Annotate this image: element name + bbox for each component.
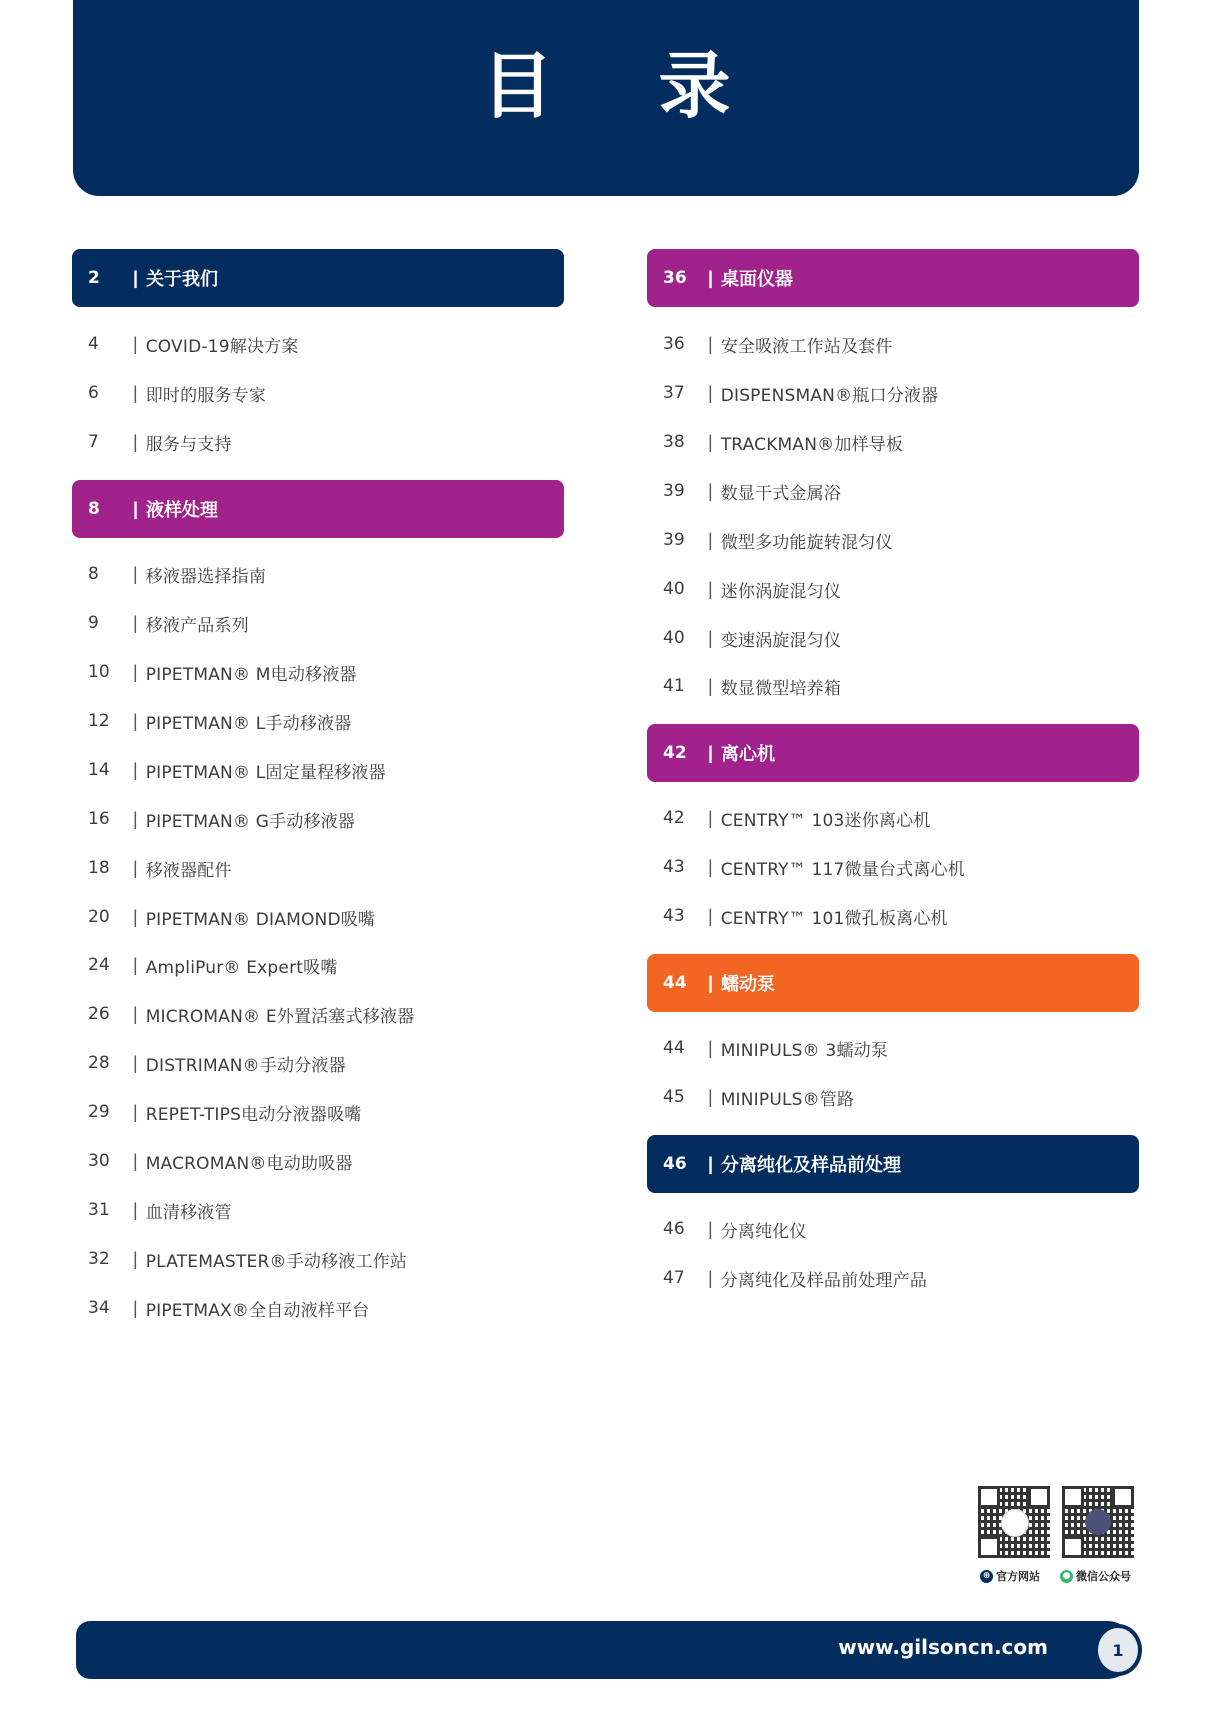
section-title: 离心机 [721, 744, 776, 764]
separator: | [133, 612, 138, 633]
toc-entry[interactable] [647, 1033, 1139, 1063]
page-number: 42 [663, 808, 685, 828]
entry-title: 即时的服务专家 [145, 385, 267, 406]
separator: | [133, 333, 138, 354]
toc-entry[interactable] [72, 706, 564, 736]
toc-entry[interactable] [72, 853, 564, 883]
separator: | [708, 905, 713, 926]
page-number: 26 [88, 1004, 110, 1024]
toc-entry[interactable] [647, 476, 1139, 506]
entry-title: 数显干式金属浴 [720, 483, 842, 504]
separator: | [133, 1297, 138, 1318]
website-qr-label: ⊕ 官方网站 [980, 1568, 1040, 1584]
entry-title: COVID-19解决方案 [145, 336, 299, 357]
toc-entry[interactable] [72, 755, 564, 785]
section-header[interactable] [647, 724, 1139, 782]
entry-title: PIPETMAN® L固定量程移液器 [145, 762, 386, 783]
page-number: 16 [88, 809, 110, 829]
page-number-badge: 1 [1094, 1624, 1142, 1676]
section-header[interactable] [647, 249, 1139, 307]
page-number: 7 [88, 432, 99, 452]
page-number: 28 [88, 1053, 110, 1073]
separator: | [708, 1267, 713, 1288]
toc-entry[interactable] [647, 1263, 1139, 1293]
page-number: 46 [663, 1154, 687, 1174]
toc-entry[interactable] [647, 671, 1139, 701]
separator: | [133, 1150, 138, 1171]
separator: | [708, 742, 714, 763]
page-number: 20 [88, 907, 110, 927]
page-number: 24 [88, 955, 110, 975]
toc-entry[interactable] [72, 1195, 564, 1225]
page-number: 34 [88, 1298, 110, 1318]
page-number: 32 [88, 1249, 110, 1269]
website-qr-code [978, 1486, 1050, 1558]
page-number: 39 [663, 481, 685, 501]
entry-title: 迷你涡旋混匀仪 [720, 581, 842, 602]
toc-entry[interactable] [647, 1082, 1139, 1112]
separator: | [133, 710, 138, 731]
entry-title: TRACKMAN®加样导板 [720, 434, 904, 455]
toc-entry[interactable] [72, 1293, 564, 1323]
separator: | [708, 1086, 713, 1107]
separator: | [133, 808, 138, 829]
page-number: 44 [663, 973, 687, 993]
separator: | [708, 578, 713, 599]
entry-title: 分离纯化及样品前处理产品 [720, 1270, 928, 1291]
separator: | [133, 1052, 138, 1073]
entry-title: CENTRY™ 101微孔板离心机 [720, 908, 948, 929]
toc-entry[interactable] [647, 1214, 1139, 1244]
wechat-qr-label: ● 微信公众号 [1060, 1568, 1131, 1584]
entry-title: 变速涡旋混匀仪 [720, 630, 842, 651]
separator: | [708, 807, 713, 828]
separator: | [133, 563, 138, 584]
website-link[interactable]: www.gilsoncn.com [838, 1635, 1048, 1659]
page-number: 46 [663, 1219, 685, 1239]
toc-entry[interactable] [72, 902, 564, 932]
separator: | [133, 267, 139, 288]
entry-title: 数显微型培养箱 [720, 678, 842, 699]
toc-entry[interactable] [72, 1097, 564, 1127]
entry-title: 服务与支持 [145, 434, 232, 455]
wechat-qr-code [1062, 1486, 1134, 1558]
separator: | [133, 1248, 138, 1269]
toc-entry[interactable] [647, 525, 1139, 555]
toc-entry[interactable] [647, 852, 1139, 882]
entry-title: 安全吸液工作站及套件 [720, 336, 893, 357]
separator: | [708, 627, 713, 648]
entry-title: 血清移液管 [145, 1202, 232, 1223]
toc-entry[interactable] [72, 559, 564, 589]
page-number: 31 [88, 1200, 110, 1220]
toc-entry[interactable] [72, 1244, 564, 1274]
separator: | [708, 382, 713, 403]
entry-title: 移液产品系列 [145, 615, 249, 636]
separator: | [708, 1037, 713, 1058]
entry-title: MACROMAN®电动助吸器 [145, 1153, 353, 1174]
toc-right-column [647, 0, 1139, 1400]
gilson-logo-icon [1085, 1509, 1111, 1535]
gilson-logo-icon [1001, 1509, 1029, 1537]
entry-title: 移液器配件 [145, 860, 232, 881]
page-number: 41 [663, 676, 685, 696]
section-title: 液样处理 [146, 500, 219, 520]
toc-entry[interactable] [72, 657, 564, 687]
toc-entry[interactable] [72, 999, 564, 1029]
entry-title: PIPETMAX®全自动液样平台 [145, 1300, 370, 1321]
page-number: 39 [663, 530, 685, 550]
toc-entry[interactable] [72, 950, 564, 980]
toc-entry[interactable] [72, 1048, 564, 1078]
toc-entry[interactable] [72, 608, 564, 638]
section-title: 分离纯化及样品前处理 [721, 1155, 902, 1175]
page-number: 12 [88, 711, 110, 731]
globe-icon: ⊕ [980, 1570, 993, 1583]
entry-title: 微型多功能旋转混匀仪 [720, 532, 893, 553]
separator: | [133, 954, 138, 975]
separator: | [133, 906, 138, 927]
page-number: 42 [663, 743, 687, 763]
toc-entry[interactable] [72, 427, 564, 457]
entry-title: 分离纯化仪 [720, 1221, 807, 1242]
toc-entry[interactable] [647, 803, 1139, 833]
page-number: 45 [663, 1087, 685, 1107]
page-number: 36 [663, 268, 687, 288]
entry-title: 移液器选择指南 [145, 566, 267, 587]
page-number: 8 [88, 564, 99, 584]
toc-entry[interactable] [72, 378, 564, 408]
wechat-icon: ● [1060, 1570, 1073, 1583]
entry-title: REPET-TIPS电动分液器吸嘴 [145, 1104, 362, 1125]
section-title: 蠕动泵 [721, 974, 776, 994]
entry-title: DISTRIMAN®手动分液器 [145, 1055, 346, 1076]
separator: | [708, 529, 713, 550]
entry-title: PIPETMAN® DIAMOND吸嘴 [145, 909, 376, 930]
section-header[interactable] [647, 954, 1139, 1012]
separator: | [708, 675, 713, 696]
section-header[interactable] [647, 1135, 1139, 1193]
page-number: 40 [663, 579, 685, 599]
page-number: 6 [88, 383, 99, 403]
entry-title: PLATEMASTER®手动移液工作站 [145, 1251, 408, 1272]
page-number: 43 [663, 906, 685, 926]
section-header[interactable] [72, 480, 564, 538]
entry-title: AmpliPur® Expert吸嘴 [145, 957, 338, 978]
separator: | [708, 856, 713, 877]
section-title: 关于我们 [146, 269, 219, 289]
footer-bar [76, 1621, 1136, 1679]
separator: | [708, 333, 713, 354]
separator: | [708, 431, 713, 452]
page-number: 2 [88, 268, 100, 288]
toc-left-column [72, 0, 564, 1400]
toc-entry[interactable] [647, 623, 1139, 653]
separator: | [708, 972, 714, 993]
separator: | [133, 1003, 138, 1024]
page-number: 40 [663, 628, 685, 648]
page-number: 14 [88, 760, 110, 780]
toc-entry[interactable] [72, 329, 564, 359]
entry-title: PIPETMAN® L手动移液器 [145, 713, 352, 734]
separator: | [708, 1153, 714, 1174]
section-header[interactable] [72, 249, 564, 307]
toc-entry[interactable] [647, 378, 1139, 408]
page-number: 38 [663, 432, 685, 452]
separator: | [133, 661, 138, 682]
toc-entry[interactable] [647, 427, 1139, 457]
page-number: 4 [88, 334, 99, 354]
page-number: 47 [663, 1268, 685, 1288]
separator: | [133, 857, 138, 878]
entry-title: CENTRY™ 117微量台式离心机 [720, 859, 965, 880]
entry-title: PIPETMAN® M电动移液器 [145, 664, 357, 685]
separator: | [708, 480, 713, 501]
qr-codes [978, 1486, 1142, 1586]
separator: | [133, 431, 138, 452]
page-number: 43 [663, 857, 685, 877]
separator: | [133, 1199, 138, 1220]
separator: | [133, 1101, 138, 1122]
page-number: 8 [88, 499, 100, 519]
page-title: 目 录 [481, 44, 771, 128]
page-number: 9 [88, 613, 99, 633]
separator: | [708, 267, 714, 288]
separator: | [133, 759, 138, 780]
section-title: 桌面仪器 [721, 269, 794, 289]
page-number: 44 [663, 1038, 685, 1058]
toc-entry[interactable] [647, 901, 1139, 931]
page-number: 10 [88, 662, 110, 682]
entry-title: DISPENSMAN®瓶口分液器 [720, 385, 939, 406]
entry-title: PIPETMAN® G手动移液器 [145, 811, 356, 832]
toc-entry[interactable] [72, 1146, 564, 1176]
toc-entry[interactable] [72, 804, 564, 834]
separator: | [708, 1218, 713, 1239]
toc-entry[interactable] [647, 574, 1139, 604]
entry-title: MINIPULS® 3蠕动泵 [720, 1040, 889, 1061]
page-number: 36 [663, 334, 685, 354]
toc-entry[interactable] [647, 329, 1139, 359]
page-number: 18 [88, 858, 110, 878]
page-number: 29 [88, 1102, 110, 1122]
page-number: 30 [88, 1151, 110, 1171]
separator: | [133, 498, 139, 519]
page-number: 37 [663, 383, 685, 403]
entry-title: CENTRY™ 103迷你离心机 [720, 810, 931, 831]
separator: | [133, 382, 138, 403]
entry-title: MINIPULS®管路 [720, 1089, 855, 1110]
entry-title: MICROMAN® E外置活塞式移液器 [145, 1006, 415, 1027]
